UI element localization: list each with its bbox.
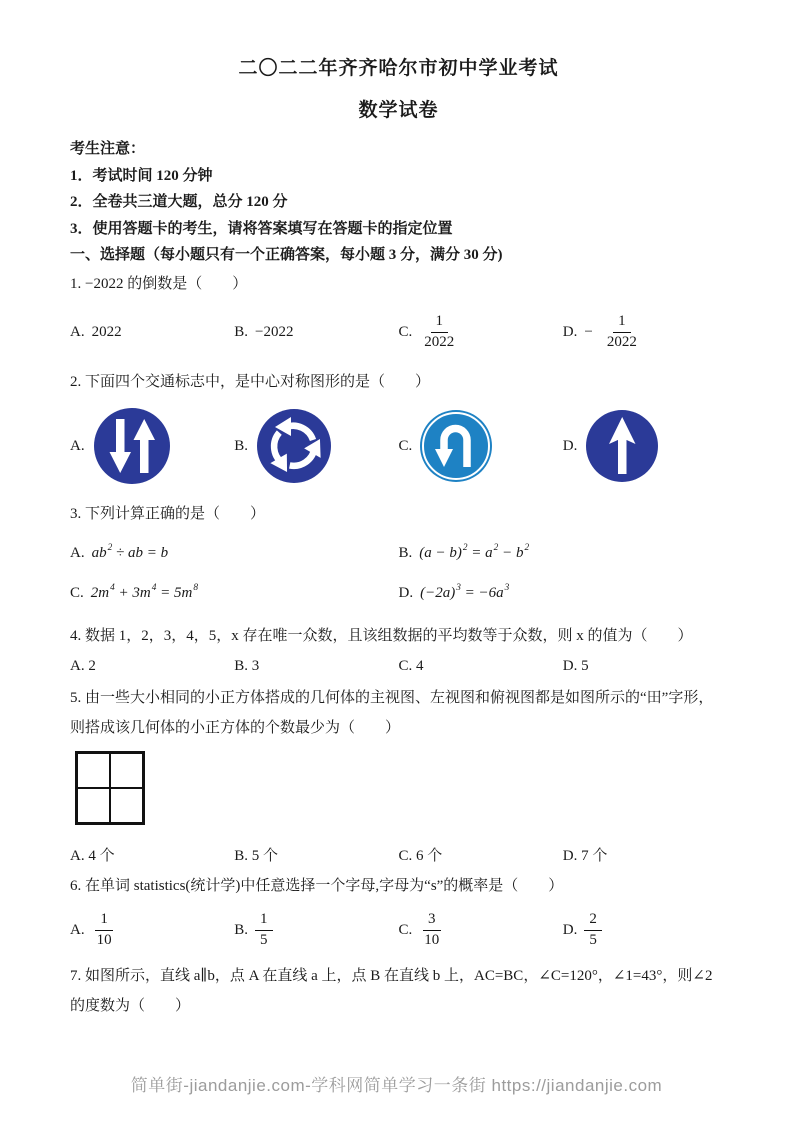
q6-option-d-fraction	[584, 911, 602, 949]
fraction-denominator: 10	[96, 931, 112, 948]
q1-option-d-minus: −	[584, 323, 593, 340]
q3-option-d-label: D.	[398, 584, 414, 601]
fraction-denominator: 5	[589, 931, 597, 948]
q4-option-d: D. 5	[562, 657, 589, 674]
q1-option-c	[399, 313, 563, 351]
q1-option-b	[234, 324, 398, 341]
q1-option-b-value: −2022	[255, 323, 294, 340]
q6-option-c-label: C.	[398, 921, 413, 938]
q6-option-a-fraction	[92, 911, 117, 949]
question-6-options	[70, 905, 727, 955]
q3-option-b-formula: $(a - b)^2 = a^2 - b^2$	[419, 542, 530, 561]
q3-option-a-formula: $ab^2$ ÷ ab = b	[91, 542, 169, 561]
two-way-traffic-sign-icon	[92, 406, 172, 486]
notice-item-2: 2．全卷共三道大题，总分 120 分	[70, 194, 288, 210]
q3-option-d	[399, 584, 728, 602]
fraction-numerator: 1	[255, 911, 273, 930]
q2-option-d	[563, 408, 727, 484]
q6-option-a	[70, 911, 234, 949]
q3-option-b-label: B.	[398, 544, 413, 561]
q1-option-d-fraction	[602, 313, 642, 351]
q6-option-b-fraction	[255, 911, 273, 949]
q2-option-d-label: D.	[562, 437, 578, 454]
question-4-text: 4. 数据 1，2，3，4，5，x 存在唯一众数，且该组数据的平均数等于众数，则 x 的值为（ ）	[70, 628, 693, 644]
q2-option-c	[399, 409, 563, 483]
q1-option-a-value: 2022	[91, 323, 122, 340]
exam-subtitle: 数学试卷	[358, 100, 439, 121]
notice-item-1: 1．考试时间 120 分钟	[70, 167, 213, 184]
straight-ahead-sign-icon	[584, 408, 660, 484]
fraction-denominator: 5	[260, 931, 268, 948]
question-1-options	[70, 305, 727, 359]
q1-option-a-label: A.	[70, 323, 85, 340]
q2-option-b	[234, 407, 398, 485]
footer-watermark: 简单街-jiandanjie.com-学科网简单学习一条街 https://jiandanjie.com	[130, 1076, 663, 1095]
q1-option-c-fraction	[419, 313, 459, 351]
question-2-options	[70, 403, 727, 489]
q2-option-b-label: B.	[234, 437, 249, 454]
question-5-text: 5. 由一些大小相同的小正方体搭成的几何体的主视图、左视图和俯视图都是如图所示的“田”字形，则搭成该几何体的小正方体的个数最少为（ ）	[70, 690, 714, 736]
q3-option-d-formula: $(-2a)^3 = -6a^3$	[420, 582, 510, 601]
u-turn-sign-icon	[419, 409, 493, 483]
exam-title: 二〇二二年齐齐哈尔市初中学业考试	[238, 58, 559, 79]
q3-option-b	[399, 544, 728, 562]
question-1-text: 1. −2022 的倒数是（ ）	[70, 276, 248, 292]
q6-option-c-fraction	[419, 911, 444, 949]
question-4-options	[70, 651, 727, 681]
tian-cell	[110, 753, 143, 788]
q6-option-a-label: A.	[70, 921, 85, 938]
q5-option-a: A. 4 个	[70, 847, 115, 864]
question-5-options	[70, 839, 727, 869]
q6-option-b	[234, 911, 398, 949]
notice-heading: 考生注意：	[70, 141, 146, 157]
q1-option-a	[70, 324, 234, 341]
q1-option-b-label: B.	[234, 323, 249, 340]
fraction-denominator: 10	[424, 931, 440, 948]
notice-item-3: 3．使用答题卡的考生，请将答案填写在答题卡的指定位置	[70, 220, 453, 237]
tian-grid-figure	[75, 751, 145, 825]
q5-option-b: B. 5 个	[234, 847, 279, 864]
q5-option-c: C. 6 个	[398, 847, 443, 864]
tian-cell	[110, 788, 143, 823]
question-3-text: 3. 下列计算正确的是（ ）	[70, 506, 266, 522]
question-3-options	[70, 533, 727, 613]
q3-option-c	[70, 584, 399, 602]
fraction-numerator: 2	[584, 911, 602, 930]
q4-option-b: B. 3	[234, 657, 260, 674]
fraction-denominator: 2022	[424, 333, 455, 350]
q4-option-c: C. 4	[398, 657, 424, 674]
roundabout-sign-icon	[255, 407, 333, 485]
fraction-numerator: 3	[423, 911, 441, 930]
q3-option-c-label: C.	[70, 584, 84, 601]
q6-option-d-label: D.	[562, 921, 578, 938]
q6-option-d	[563, 911, 727, 949]
tian-cell	[77, 753, 110, 788]
q3-option-a	[70, 544, 399, 562]
q3-option-c-formula: $2m^4 + 3m^4 = 5m^8$	[90, 582, 199, 601]
tian-cell	[77, 788, 110, 823]
question-2-text: 2. 下面四个交通标志中，是中心对称图形的是（ ）	[70, 374, 431, 390]
section-heading-choice: 一、选择题（每小题只有一个正确答案，每小题 3 分，满分 30 分)	[70, 247, 503, 263]
fraction-numerator: 1	[613, 313, 631, 332]
q2-option-a-label: A.	[70, 437, 85, 454]
q1-option-c-label: C.	[398, 323, 413, 340]
fraction-numerator: 1	[95, 911, 113, 930]
q5-option-d: D. 7 个	[562, 847, 608, 864]
q1-option-d	[563, 313, 727, 351]
q4-option-a: A. 2	[70, 657, 96, 674]
question-7-text: 7. 如图所示，直线 a∥b，点 A 在直线 a 上，点 B 在直线 b 上，AC=BC，∠C=120°，∠1=43°，则∠2 的度数为（ ）	[70, 968, 713, 1014]
q2-option-a	[70, 406, 234, 486]
fraction-denominator: 2022	[606, 333, 637, 350]
fraction-numerator: 1	[431, 313, 449, 332]
q6-option-c	[399, 911, 563, 949]
q2-option-c-label: C.	[398, 437, 413, 454]
q6-option-b-label: B.	[234, 921, 249, 938]
q1-option-d-label: D.	[562, 323, 578, 340]
q3-option-a-label: A.	[70, 544, 85, 561]
question-6-text: 6. 在单词 statistics(统计学)中任意选择一个字母,字母为“s”的概率是（ ）	[70, 878, 564, 894]
